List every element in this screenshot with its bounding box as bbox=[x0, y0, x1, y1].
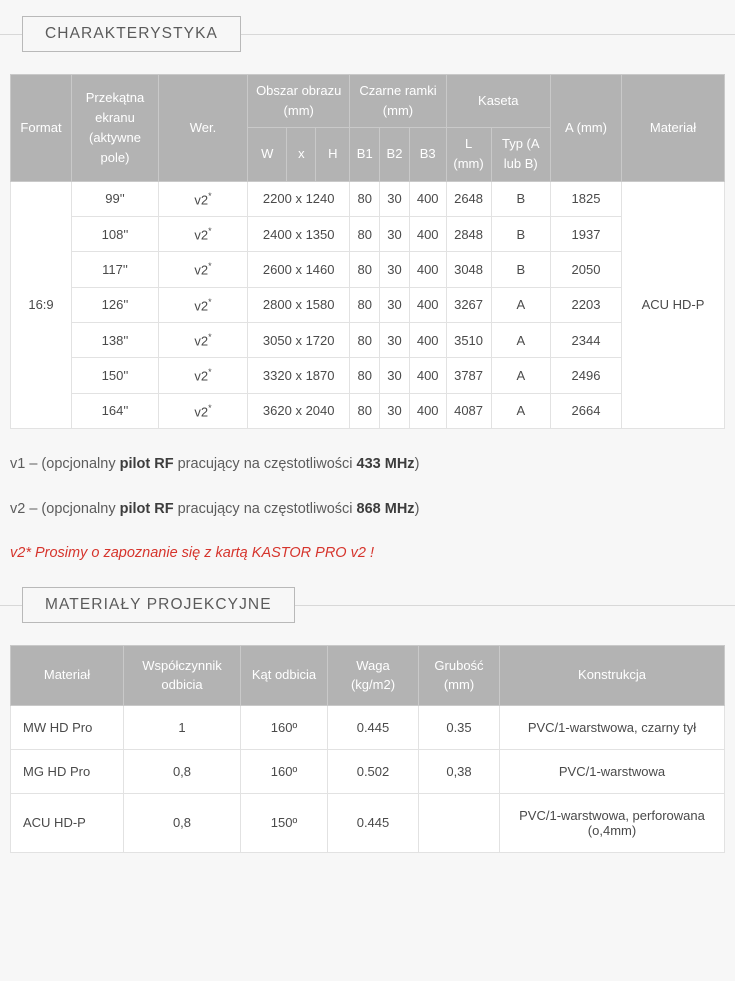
cell-typ: B bbox=[491, 181, 550, 216]
cell-x: x bbox=[295, 367, 302, 383]
materials-header bbox=[0, 587, 735, 623]
cell-l: 3267 bbox=[446, 287, 491, 322]
cell-image-area bbox=[248, 358, 350, 393]
cell-b2: 30 bbox=[380, 393, 410, 428]
cell-wer-asterisk: * bbox=[208, 367, 212, 378]
cell-typ: A bbox=[491, 358, 550, 393]
materials-header-gap bbox=[0, 623, 735, 645]
th-a-mm: A (mm) bbox=[551, 75, 622, 182]
cell-b1: 80 bbox=[350, 358, 380, 393]
cell-wer bbox=[159, 181, 248, 216]
cell-h: 1580 bbox=[305, 297, 335, 313]
cell-w: 3050 bbox=[262, 332, 292, 348]
th-mat-weight: Waga (kg/m2) bbox=[328, 645, 419, 705]
cell-mat-coeff: 0,8 bbox=[124, 793, 241, 852]
materials-table-head bbox=[11, 645, 725, 705]
cell-h: 1460 bbox=[305, 261, 335, 277]
cell-l: 3787 bbox=[446, 358, 491, 393]
cell-b2: 30 bbox=[380, 322, 410, 357]
cell-wer bbox=[159, 393, 248, 428]
cell-x: x bbox=[295, 261, 302, 277]
note-v2-freq: 868 MHz bbox=[356, 500, 415, 517]
cell-x: x bbox=[295, 297, 302, 313]
cell-wer-asterisk: * bbox=[208, 190, 212, 201]
table-row bbox=[11, 393, 725, 428]
cell-mat-coeff: 1 bbox=[124, 705, 241, 749]
table-row bbox=[11, 358, 725, 393]
cell-wer-asterisk: * bbox=[208, 261, 212, 272]
note-v1-mid: pracujący na częstotliwości bbox=[173, 455, 357, 472]
cell-b3: 400 bbox=[409, 393, 446, 428]
th-mat-construction: Konstrukcja bbox=[500, 645, 725, 705]
cell-b3: 400 bbox=[409, 181, 446, 216]
th-b1: B1 bbox=[350, 128, 380, 181]
cell-a: 2496 bbox=[551, 358, 622, 393]
note-v1-end: ) bbox=[414, 455, 420, 472]
table-row bbox=[11, 793, 725, 852]
cell-b3: 400 bbox=[409, 322, 446, 357]
cell-mat-weight: 0.445 bbox=[328, 793, 419, 852]
cell-b2: 30 bbox=[380, 216, 410, 251]
cell-diagonal: 138'' bbox=[72, 322, 159, 357]
table-row bbox=[11, 322, 725, 357]
th-b2: B2 bbox=[380, 128, 410, 181]
cell-wer-text: v2 bbox=[194, 333, 209, 349]
cell-b3: 400 bbox=[409, 252, 446, 287]
cell-diagonal: 150'' bbox=[72, 358, 159, 393]
cell-a: 2344 bbox=[551, 322, 622, 357]
table-row bbox=[11, 287, 725, 322]
cell-wer-text: v2 bbox=[194, 368, 209, 384]
cell-w: 2200 bbox=[262, 191, 292, 207]
cell-b2: 30 bbox=[380, 252, 410, 287]
cell-a: 1825 bbox=[551, 181, 622, 216]
cell-wer-asterisk: * bbox=[208, 296, 212, 307]
cell-a: 2203 bbox=[551, 287, 622, 322]
cell-typ: A bbox=[491, 393, 550, 428]
cell-image-area bbox=[248, 252, 350, 287]
th-material: Materiał bbox=[622, 75, 725, 182]
cell-wer-text: v2 bbox=[194, 403, 209, 419]
cell-wer-asterisk: * bbox=[208, 402, 212, 413]
cell-mat-weight: 0.445 bbox=[328, 705, 419, 749]
th-cassette: Kaseta bbox=[446, 75, 550, 128]
cell-mat-thickness bbox=[419, 793, 500, 852]
th-b3: B3 bbox=[409, 128, 446, 181]
cell-mat-weight: 0.502 bbox=[328, 749, 419, 793]
th-mat-coeff: Współczynnik odbicia bbox=[124, 645, 241, 705]
note-v1-bold: pilot RF bbox=[119, 455, 174, 472]
cell-b1: 80 bbox=[350, 393, 380, 428]
cell-l: 3048 bbox=[446, 252, 491, 287]
table-header-row-1 bbox=[11, 75, 725, 128]
cell-diagonal: 164'' bbox=[72, 393, 159, 428]
cell-mat-angle: 160º bbox=[241, 705, 328, 749]
cell-h: 1720 bbox=[305, 332, 335, 348]
cell-wer bbox=[159, 322, 248, 357]
cell-w: 2400 bbox=[262, 226, 292, 242]
cell-wer-text: v2 bbox=[194, 191, 209, 207]
cell-mat-material: MG HD Pro bbox=[11, 749, 124, 793]
cell-image-area bbox=[248, 393, 350, 428]
section-title-characteristics: CHARAKTERYSTYKA bbox=[22, 16, 241, 52]
top-spacer bbox=[0, 0, 735, 16]
cell-wer-text: v2 bbox=[194, 297, 209, 313]
cell-h: 1240 bbox=[305, 191, 335, 207]
cell-b1: 80 bbox=[350, 216, 380, 251]
note-v2-end: ) bbox=[414, 500, 420, 517]
th-format: Format bbox=[11, 75, 72, 182]
cell-b2: 30 bbox=[380, 181, 410, 216]
cell-mat-construction: PVC/1-warstwowa bbox=[500, 749, 725, 793]
cell-w: 3620 bbox=[262, 403, 292, 419]
th-mat-thickness: Grubość (mm) bbox=[419, 645, 500, 705]
note-v1-freq: 433 MHz bbox=[356, 455, 415, 472]
cell-image-area bbox=[248, 322, 350, 357]
cell-mat-thickness: 0.35 bbox=[419, 705, 500, 749]
cell-b2: 30 bbox=[380, 358, 410, 393]
th-x: x bbox=[287, 128, 316, 181]
cell-typ: A bbox=[491, 322, 550, 357]
th-h: H bbox=[316, 128, 350, 181]
cell-mat-material: ACU HD-P bbox=[11, 793, 124, 852]
note-v1-pre: v1 – (opcjonalny bbox=[10, 455, 120, 472]
cell-b3: 400 bbox=[409, 216, 446, 251]
note-warning-v2: v2* Prosimy o zapoznanie się z kartą KASTOR PRO v2 ! bbox=[10, 544, 374, 561]
cell-mat-angle: 150º bbox=[241, 793, 328, 852]
cell-mat-construction: PVC/1-warstwowa, czarny tył bbox=[500, 705, 725, 749]
cell-b3: 400 bbox=[409, 287, 446, 322]
cell-mat-angle: 160º bbox=[241, 749, 328, 793]
table-header-row bbox=[11, 645, 725, 705]
cell-l: 2848 bbox=[446, 216, 491, 251]
cell-image-area bbox=[248, 181, 350, 216]
th-mat-material: Materiał bbox=[11, 645, 124, 705]
characteristics-header bbox=[0, 16, 735, 52]
cell-b1: 80 bbox=[350, 181, 380, 216]
cell-diagonal: 108'' bbox=[72, 216, 159, 251]
cell-typ: A bbox=[491, 287, 550, 322]
cell-l: 3510 bbox=[446, 322, 491, 357]
cell-h: 1350 bbox=[305, 226, 335, 242]
cell-mat-material: MW HD Pro bbox=[11, 705, 124, 749]
cell-wer bbox=[159, 287, 248, 322]
table-row bbox=[11, 705, 725, 749]
characteristics-table-head bbox=[11, 75, 725, 182]
cell-mat-thickness: 0,38 bbox=[419, 749, 500, 793]
th-typ: Typ (A lub B) bbox=[491, 128, 550, 181]
cell-x: x bbox=[295, 332, 302, 348]
cell-wer-asterisk: * bbox=[208, 225, 212, 236]
table-row bbox=[11, 216, 725, 251]
cell-image-area bbox=[248, 287, 350, 322]
th-w: W bbox=[248, 128, 287, 181]
table-row bbox=[11, 252, 725, 287]
th-mat-angle: Kąt odbicia bbox=[241, 645, 328, 705]
cell-h: 2040 bbox=[305, 403, 335, 419]
materials-table bbox=[10, 645, 725, 853]
materials-table-body bbox=[11, 705, 725, 852]
header-gap bbox=[0, 52, 735, 74]
cell-diagonal: 126'' bbox=[72, 287, 159, 322]
cell-w: 2800 bbox=[262, 297, 292, 313]
cell-diagonal: 99'' bbox=[72, 181, 159, 216]
th-black-frames: Czarne ramki (mm) bbox=[350, 75, 446, 128]
cell-format-value: 16:9 bbox=[11, 181, 72, 428]
th-image-area: Obszar obrazu (mm) bbox=[248, 75, 350, 128]
cell-diagonal: 117'' bbox=[72, 252, 159, 287]
cell-wer bbox=[159, 216, 248, 251]
cell-a: 1937 bbox=[551, 216, 622, 251]
table-row bbox=[11, 749, 725, 793]
table-row bbox=[11, 181, 725, 216]
cell-mat-construction: PVC/1-warstwowa, perforowana (o,4mm) bbox=[500, 793, 725, 852]
cell-wer-text: v2 bbox=[194, 262, 209, 278]
notes-block bbox=[0, 455, 735, 561]
characteristics-table bbox=[10, 74, 725, 429]
cell-typ: B bbox=[491, 216, 550, 251]
cell-typ: B bbox=[491, 252, 550, 287]
note-v2 bbox=[10, 500, 725, 519]
th-wer: Wer. bbox=[159, 75, 248, 182]
cell-mat-coeff: 0,8 bbox=[124, 749, 241, 793]
cell-l: 4087 bbox=[446, 393, 491, 428]
cell-b1: 80 bbox=[350, 287, 380, 322]
th-diagonal: Przekątna ekranu (aktywne pole) bbox=[72, 75, 159, 182]
cell-a: 2664 bbox=[551, 393, 622, 428]
characteristics-table-body bbox=[11, 181, 725, 428]
cell-a: 2050 bbox=[551, 252, 622, 287]
cell-b1: 80 bbox=[350, 252, 380, 287]
cell-wer bbox=[159, 252, 248, 287]
cell-material-value: ACU HD-P bbox=[622, 181, 725, 428]
cell-l: 2648 bbox=[446, 181, 491, 216]
note-v2-mid: pracujący na częstotliwości bbox=[173, 500, 357, 517]
cell-x: x bbox=[295, 403, 302, 419]
cell-wer-asterisk: * bbox=[208, 331, 212, 342]
cell-x: x bbox=[295, 226, 302, 242]
cell-b2: 30 bbox=[380, 287, 410, 322]
cell-wer-text: v2 bbox=[194, 227, 209, 243]
cell-x: x bbox=[295, 191, 302, 207]
note-v2-bold: pilot RF bbox=[119, 500, 174, 517]
cell-b1: 80 bbox=[350, 322, 380, 357]
cell-image-area bbox=[248, 216, 350, 251]
cell-wer bbox=[159, 358, 248, 393]
cell-h: 1870 bbox=[305, 367, 335, 383]
cell-w: 3320 bbox=[262, 367, 292, 383]
th-l-mm: L (mm) bbox=[446, 128, 491, 181]
note-v2-pre: v2 – (opcjonalny bbox=[10, 500, 120, 517]
section-title-materials: MATERIAŁY PROJEKCYJNE bbox=[22, 587, 295, 623]
note-v1 bbox=[10, 455, 725, 474]
cell-b3: 400 bbox=[409, 358, 446, 393]
cell-w: 2600 bbox=[262, 261, 292, 277]
